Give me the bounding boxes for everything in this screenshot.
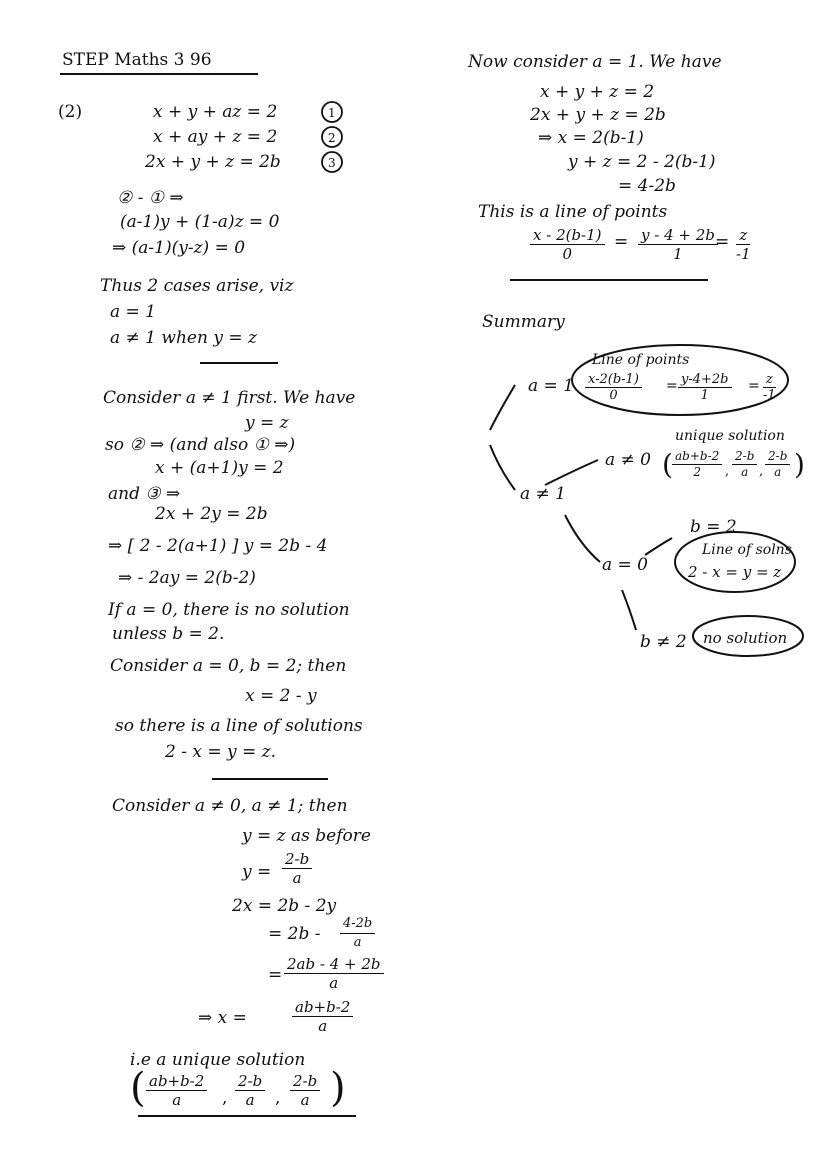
points-frac-x: $\frac{x - 2(b-1)}{0}$ — [530, 226, 605, 263]
divider — [510, 279, 708, 281]
no-solution-label: no solution — [703, 629, 788, 647]
solution-y: $\frac{2-b}{a}$ — [235, 1072, 265, 1109]
r-eq-5: = 4-2b — [618, 176, 676, 196]
line-of-solns-eq: 2 - x = y = z — [688, 563, 782, 581]
close-paren: ) — [794, 448, 805, 481]
r-eq-1: x + y + z = 2 — [540, 82, 655, 102]
solution-z: $\frac{2-b}{a}$ — [290, 1072, 320, 1109]
unique-frac-z: $\frac{2-b}{a}$ — [765, 449, 790, 480]
comma: , — [275, 1088, 281, 1108]
branch-b-2: b = 2 — [690, 517, 737, 537]
step-line-1: (a-1)y + (1-a)z = 0 — [120, 212, 280, 232]
unique-solution-text: i.e a unique solution — [130, 1050, 306, 1070]
points-frac-y: $\frac{y - 4 + 2b}{1}$ — [638, 226, 718, 263]
branch-a-1: a = 1 — [528, 376, 575, 396]
comma: , — [222, 1088, 228, 1108]
equation-2: x + ay + z = 2 — [153, 127, 278, 147]
equals-sign: = — [666, 378, 678, 394]
x-step-2: = 2b - — [268, 924, 321, 944]
line-of-points-text: This is a line of points — [478, 202, 668, 222]
summary-frac-z: $\frac{z}{-1}$ — [763, 372, 776, 403]
x-result-fraction: $\frac{ab+b-2}{a}$ — [292, 998, 353, 1035]
equation-1: x + y + az = 2 — [153, 102, 278, 122]
consider-a0-b2: Consider a = 0, b = 2; then — [110, 656, 347, 676]
sub-eq-2: 2x + 2y = 2b — [155, 504, 268, 524]
r-eq-2: 2x + y + z = 2b — [530, 105, 666, 125]
and-step: and ③ ⇒ — [108, 484, 181, 504]
so-step: so ② ⇒ (and also ① ⇒) — [105, 435, 296, 455]
x-step-2-fraction: $\frac{4-2b}{a}$ — [340, 915, 375, 952]
equation-3: 2x + y + z = 2b — [145, 152, 281, 172]
eq-number-1: 1 — [328, 106, 336, 120]
branch-b-not-2: b ≠ 2 — [640, 632, 687, 652]
solution-x: $\frac{ab+b-2}{a}$ — [146, 1072, 207, 1109]
unique-frac-y: $\frac{2-b}{a}$ — [732, 449, 757, 480]
r-eq-3: ⇒ x = 2(b-1) — [538, 128, 644, 148]
r-eq-4: y + z = 2 - 2(b-1) — [568, 152, 716, 172]
divider — [200, 362, 278, 364]
title-underline — [60, 73, 258, 75]
if-text-2: unless b = 2. — [112, 624, 225, 644]
comma: , — [725, 464, 730, 479]
comma: , — [759, 464, 764, 479]
points-frac-z: $\frac{z}{-1}$ — [736, 226, 751, 263]
line-of-points-label: Line of points — [592, 352, 690, 368]
consider-a-not-1: Consider a ≠ 1 first. We have — [103, 388, 356, 408]
x-step-3-fraction: $\frac{2ab - 4 + 2b}{a}$ — [284, 955, 384, 992]
if-text-1: If a = 0, there is no solution — [108, 600, 350, 620]
x-result-label: ⇒ x = — [198, 1008, 247, 1028]
y-fraction: $\frac{2-b}{a}$ — [282, 850, 312, 887]
eq-number-3: 3 — [328, 156, 336, 170]
x-step-1: 2x = 2b - 2y — [232, 896, 337, 916]
summary-frac-x: $\frac{x-2(b-1)}{0}$ — [585, 372, 642, 403]
divider — [212, 778, 328, 780]
y-label: y = — [242, 862, 272, 882]
y-z-as-before: y = z as before — [242, 826, 371, 846]
page-title: STEP Maths 3 96 — [62, 50, 212, 70]
step-line-2: ⇒ (a-1)(y-z) = 0 — [112, 238, 246, 258]
x-equals-2-y: x = 2 - y — [245, 686, 317, 706]
unique-solution-label: unique solution — [675, 428, 785, 444]
branch-a-not-0: a ≠ 0 — [605, 450, 652, 470]
close-paren: ) — [330, 1065, 346, 1111]
equals-sign: = — [614, 232, 629, 252]
sub-eq-4: ⇒ - 2ay = 2(b-2) — [118, 568, 256, 588]
open-paren: ( — [130, 1065, 146, 1111]
divider — [138, 1115, 356, 1117]
open-paren: ( — [662, 448, 673, 481]
equals-sign: = — [715, 232, 730, 252]
summary-frac-y: $\frac{y-4+2b}{1}$ — [678, 372, 732, 403]
sub-eq-1: x + (a+1)y = 2 — [155, 458, 284, 478]
case-2: a ≠ 1 when y = z — [110, 328, 257, 348]
cases-text: Thus 2 cases arise, viz — [100, 276, 294, 296]
y-equals-z: y = z — [245, 413, 289, 433]
equals-sign: = — [748, 378, 760, 394]
x-step-3-eq: = — [268, 965, 283, 985]
consider-general: Consider a ≠ 0, a ≠ 1; then — [112, 796, 348, 816]
sub-eq-3: ⇒ [ 2 - 2(a+1) ] y = 2b - 4 — [108, 536, 328, 556]
branch-a-0: a = 0 — [602, 555, 649, 575]
branch-a-not-1: a ≠ 1 — [520, 484, 567, 504]
unique-frac-x: $\frac{ab+b-2}{2}$ — [672, 449, 722, 480]
summary-title: Summary — [482, 312, 565, 332]
line-text: so there is a line of solutions — [115, 716, 363, 736]
subtract-step: ② - ① ⇒ — [117, 188, 184, 208]
line-equation: 2 - x = y = z. — [165, 742, 277, 762]
consider-a-1: Now consider a = 1. We have — [468, 52, 722, 72]
part-label: (2) — [58, 102, 83, 122]
case-1: a = 1 — [110, 302, 157, 322]
eq-number-2: 2 — [328, 131, 336, 145]
line-of-solns-label: Line of solns — [702, 542, 792, 558]
